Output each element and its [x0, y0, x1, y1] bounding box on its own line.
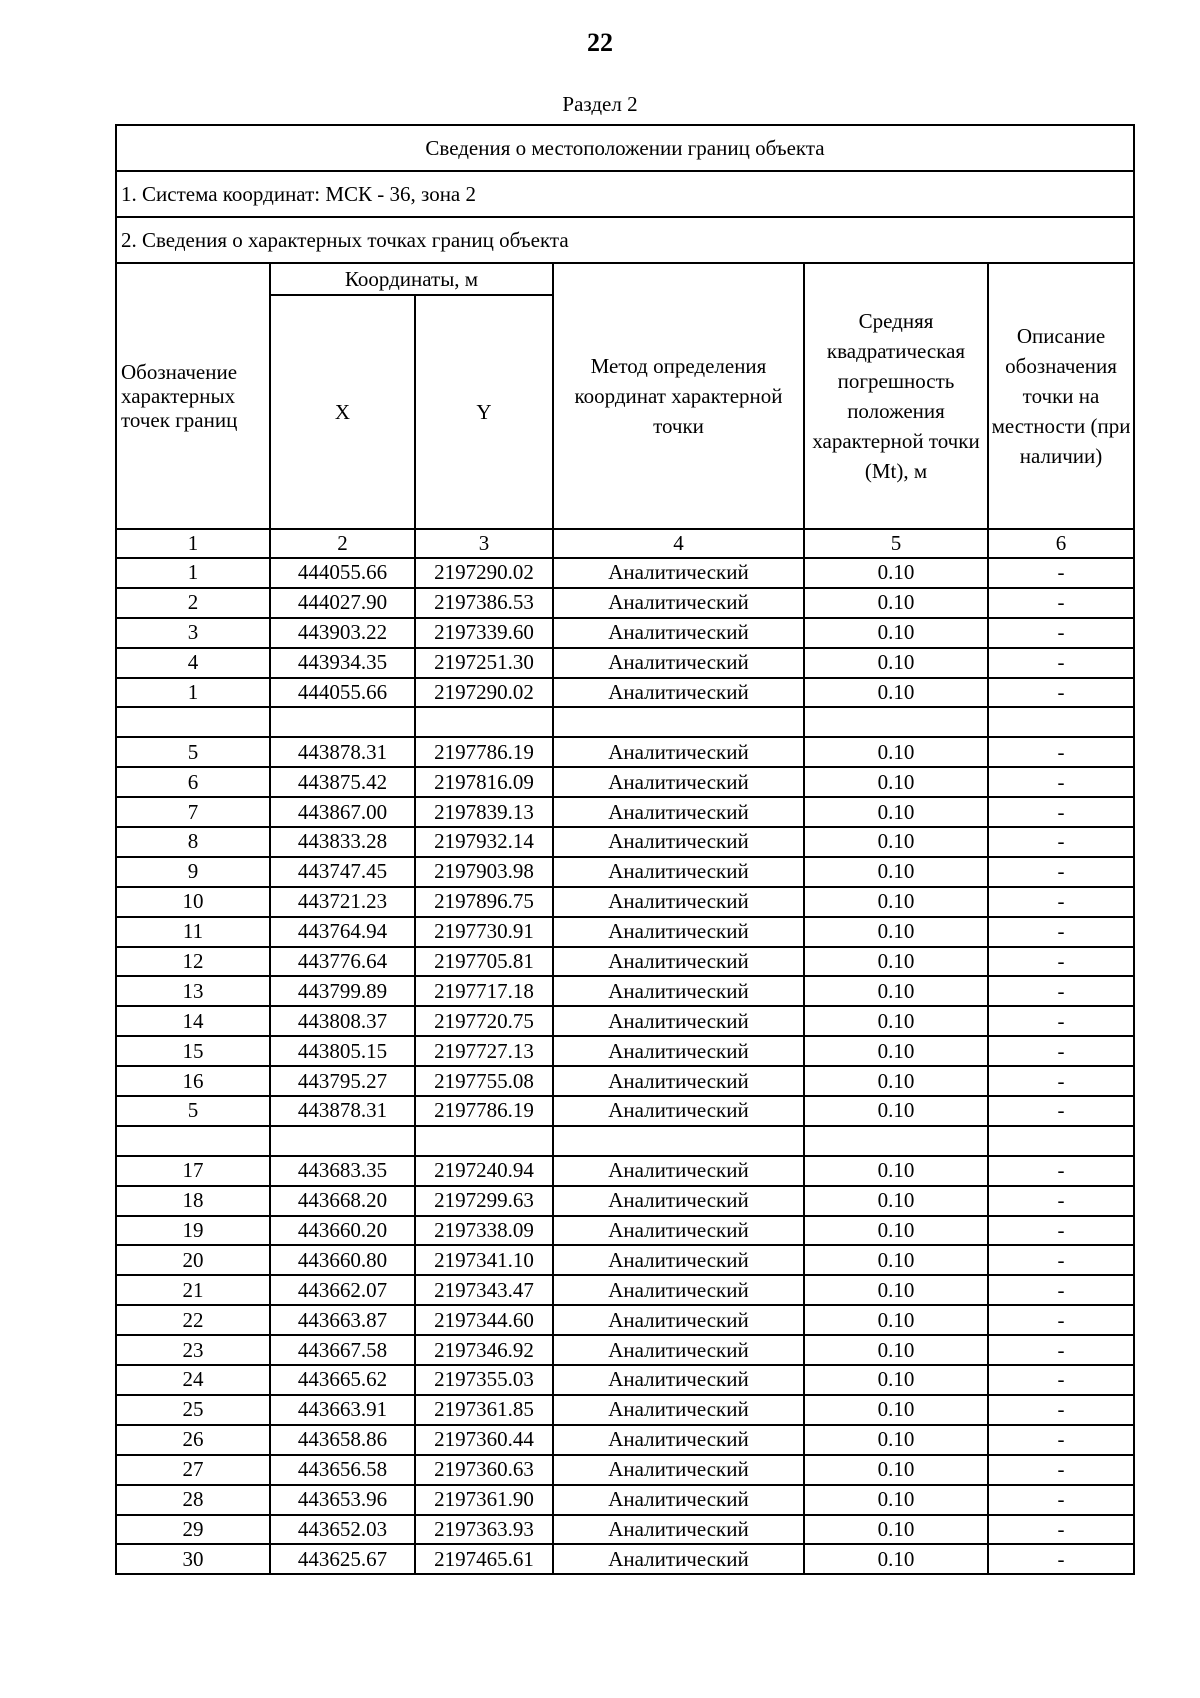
y-cell: 2197903.98 — [415, 857, 553, 887]
x-cell: 443764.94 — [270, 917, 415, 947]
error-cell: 0.10 — [804, 1305, 988, 1335]
column-number: 3 — [415, 529, 553, 558]
error-cell: 0.10 — [804, 1365, 988, 1395]
description-cell: - — [988, 1365, 1134, 1395]
error-cell: 0.10 — [804, 1156, 988, 1186]
x-cell: 443658.86 — [270, 1425, 415, 1455]
y-cell: 2197339.60 — [415, 618, 553, 648]
column-number: 5 — [804, 529, 988, 558]
description-cell: - — [988, 1275, 1134, 1305]
header-y: Y — [415, 295, 553, 529]
y-cell: 2197355.03 — [415, 1365, 553, 1395]
point-number-cell: 19 — [116, 1216, 270, 1246]
point-number-cell: 18 — [116, 1186, 270, 1216]
point-number-cell: 5 — [116, 737, 270, 767]
error-cell: 0.10 — [804, 1455, 988, 1485]
x-cell: 443683.35 — [270, 1156, 415, 1186]
error-cell: 0.10 — [804, 678, 988, 708]
method-cell: Аналитический — [553, 678, 804, 708]
table-row — [116, 947, 1134, 977]
method-cell: Аналитический — [553, 1365, 804, 1395]
header-coordinates: Координаты, м — [270, 263, 553, 295]
method-cell: Аналитический — [553, 1096, 804, 1126]
method-cell: Аналитический — [553, 797, 804, 827]
table-row — [116, 648, 1134, 678]
table-row — [116, 1096, 1134, 1126]
error-cell: 0.10 — [804, 976, 988, 1006]
y-cell: 2197361.85 — [415, 1395, 553, 1425]
point-number-cell: 12 — [116, 947, 270, 977]
table-row — [116, 887, 1134, 917]
point-number-cell: 15 — [116, 1036, 270, 1066]
error-cell: 0.10 — [804, 1006, 988, 1036]
x-cell: 444055.66 — [270, 558, 415, 588]
description-cell: - — [988, 767, 1134, 797]
x-cell: 443799.89 — [270, 976, 415, 1006]
y-cell: 2197346.92 — [415, 1335, 553, 1365]
error-cell: 0.10 — [804, 1515, 988, 1545]
y-cell: 2197839.13 — [415, 797, 553, 827]
table-row — [116, 1066, 1134, 1096]
x-cell: 443808.37 — [270, 1006, 415, 1036]
column-number-row — [116, 529, 1134, 558]
x-cell: 443867.00 — [270, 797, 415, 827]
x-cell — [270, 1126, 415, 1156]
point-number-cell: 30 — [116, 1544, 270, 1574]
table-row — [116, 1544, 1134, 1574]
y-cell: 2197730.91 — [415, 917, 553, 947]
error-cell: 0.10 — [804, 1096, 988, 1126]
x-cell: 443660.20 — [270, 1216, 415, 1246]
description-cell: - — [988, 976, 1134, 1006]
table-row — [116, 678, 1134, 708]
table-row — [116, 1515, 1134, 1545]
method-cell — [553, 1126, 804, 1156]
x-cell: 443668.20 — [270, 1186, 415, 1216]
x-cell — [270, 707, 415, 737]
description-cell: - — [988, 1096, 1134, 1126]
table-row — [116, 588, 1134, 618]
boundary-points-table — [115, 124, 1135, 1575]
table-row — [116, 1216, 1134, 1246]
y-cell: 2197386.53 — [415, 588, 553, 618]
y-cell: 2197465.61 — [415, 1544, 553, 1574]
column-number: 6 — [988, 529, 1134, 558]
y-cell: 2197727.13 — [415, 1036, 553, 1066]
y-cell: 2197363.93 — [415, 1515, 553, 1545]
x-cell: 443663.87 — [270, 1305, 415, 1335]
table-row — [116, 1156, 1134, 1186]
y-cell: 2197755.08 — [415, 1066, 553, 1096]
point-number-cell — [116, 1126, 270, 1156]
y-cell: 2197705.81 — [415, 947, 553, 977]
point-number-cell: 17 — [116, 1156, 270, 1186]
description-cell: - — [988, 827, 1134, 857]
error-cell: 0.10 — [804, 1036, 988, 1066]
description-cell: - — [988, 1245, 1134, 1275]
description-cell: - — [988, 588, 1134, 618]
description-cell: - — [988, 1485, 1134, 1515]
x-cell: 443878.31 — [270, 1096, 415, 1126]
x-cell: 443665.62 — [270, 1365, 415, 1395]
x-cell: 443795.27 — [270, 1066, 415, 1096]
error-cell: 0.10 — [804, 947, 988, 977]
x-cell: 443878.31 — [270, 737, 415, 767]
method-cell: Аналитический — [553, 1186, 804, 1216]
error-cell: 0.10 — [804, 1395, 988, 1425]
x-cell: 443660.80 — [270, 1245, 415, 1275]
description-cell: - — [988, 1066, 1134, 1096]
description-cell: - — [988, 1036, 1134, 1066]
error-cell: 0.10 — [804, 618, 988, 648]
x-cell: 443903.22 — [270, 618, 415, 648]
description-cell: - — [988, 1515, 1134, 1545]
description-cell: - — [988, 857, 1134, 887]
description-cell: - — [988, 648, 1134, 678]
method-cell: Аналитический — [553, 976, 804, 1006]
error-cell: 0.10 — [804, 1335, 988, 1365]
y-cell: 2197786.19 — [415, 737, 553, 767]
method-cell: Аналитический — [553, 1305, 804, 1335]
error-cell — [804, 707, 988, 737]
description-cell: - — [988, 917, 1134, 947]
point-number-cell: 6 — [116, 767, 270, 797]
point-number-cell: 1 — [116, 558, 270, 588]
point-number-cell: 23 — [116, 1335, 270, 1365]
x-cell: 443833.28 — [270, 827, 415, 857]
method-cell: Аналитический — [553, 947, 804, 977]
error-cell: 0.10 — [804, 737, 988, 767]
point-number-cell: 21 — [116, 1275, 270, 1305]
method-cell: Аналитический — [553, 648, 804, 678]
separator-row — [116, 707, 1134, 737]
table-row — [116, 1275, 1134, 1305]
description-cell: - — [988, 887, 1134, 917]
point-number-cell: 16 — [116, 1066, 270, 1096]
description-cell: - — [988, 1544, 1134, 1574]
column-number: 1 — [116, 529, 270, 558]
y-cell: 2197717.18 — [415, 976, 553, 1006]
method-cell: Аналитический — [553, 1455, 804, 1485]
method-cell: Аналитический — [553, 1275, 804, 1305]
table-row — [116, 1335, 1134, 1365]
table-row — [116, 1305, 1134, 1335]
x-cell: 443653.96 — [270, 1485, 415, 1515]
method-cell: Аналитический — [553, 1335, 804, 1365]
method-cell: Аналитический — [553, 767, 804, 797]
method-cell: Аналитический — [553, 1515, 804, 1545]
x-cell: 443875.42 — [270, 767, 415, 797]
method-cell: Аналитический — [553, 827, 804, 857]
table-row — [116, 1455, 1134, 1485]
y-cell: 2197344.60 — [415, 1305, 553, 1335]
method-cell: Аналитический — [553, 1036, 804, 1066]
point-number-cell: 27 — [116, 1455, 270, 1485]
table-row — [116, 1395, 1134, 1425]
method-cell: Аналитический — [553, 1066, 804, 1096]
y-cell: 2197343.47 — [415, 1275, 553, 1305]
x-cell: 443747.45 — [270, 857, 415, 887]
table-row — [116, 917, 1134, 947]
x-cell: 443667.58 — [270, 1335, 415, 1365]
page-number: 22 — [587, 28, 613, 57]
x-cell: 443656.58 — [270, 1455, 415, 1485]
error-cell: 0.10 — [804, 767, 988, 797]
x-cell: 443934.35 — [270, 648, 415, 678]
point-number-cell: 4 — [116, 648, 270, 678]
header-method: Метод определения координат характерной точки — [553, 263, 804, 529]
description-cell: - — [988, 1305, 1134, 1335]
table-title: Сведения о местоположении границ объекта — [116, 125, 1134, 171]
point-number-cell: 10 — [116, 887, 270, 917]
point-number-cell: 20 — [116, 1245, 270, 1275]
table-row — [116, 976, 1134, 1006]
method-cell: Аналитический — [553, 887, 804, 917]
description-cell — [988, 1126, 1134, 1156]
header-mean-error: Средняя квадратическая погрешность положения характерной точки (Mt), м — [804, 263, 988, 529]
method-cell: Аналитический — [553, 1216, 804, 1246]
table-row — [116, 827, 1134, 857]
y-cell: 2197360.44 — [415, 1425, 553, 1455]
point-number-cell: 28 — [116, 1485, 270, 1515]
error-cell: 0.10 — [804, 648, 988, 678]
method-cell: Аналитический — [553, 1006, 804, 1036]
description-cell: - — [988, 1156, 1134, 1186]
description-cell: - — [988, 558, 1134, 588]
x-cell: 444027.90 — [270, 588, 415, 618]
point-number-cell: 22 — [116, 1305, 270, 1335]
table-row — [116, 1006, 1134, 1036]
column-number: 2 — [270, 529, 415, 558]
y-cell: 2197361.90 — [415, 1485, 553, 1515]
y-cell: 2197816.09 — [415, 767, 553, 797]
error-cell: 0.10 — [804, 1186, 988, 1216]
error-cell: 0.10 — [804, 1544, 988, 1574]
table-row — [116, 857, 1134, 887]
point-number-cell: 9 — [116, 857, 270, 887]
description-cell: - — [988, 1425, 1134, 1455]
table-row — [116, 797, 1134, 827]
error-cell: 0.10 — [804, 1425, 988, 1455]
method-cell: Аналитический — [553, 1245, 804, 1275]
method-cell: Аналитический — [553, 558, 804, 588]
table-row — [116, 737, 1134, 767]
table-row — [116, 1365, 1134, 1395]
x-cell: 443721.23 — [270, 887, 415, 917]
y-cell: 2197338.09 — [415, 1216, 553, 1246]
method-cell: Аналитический — [553, 1544, 804, 1574]
point-number-cell: 3 — [116, 618, 270, 648]
table-row — [116, 1485, 1134, 1515]
point-number-cell — [116, 707, 270, 737]
method-cell — [553, 707, 804, 737]
x-cell: 443652.03 — [270, 1515, 415, 1545]
section-label: Раздел 2 — [562, 92, 638, 116]
error-cell: 0.10 — [804, 797, 988, 827]
method-cell: Аналитический — [553, 618, 804, 648]
description-cell: - — [988, 797, 1134, 827]
method-cell: Аналитический — [553, 1485, 804, 1515]
header-x: X — [270, 295, 415, 529]
y-cell: 2197290.02 — [415, 558, 553, 588]
point-number-cell: 13 — [116, 976, 270, 1006]
description-cell: - — [988, 1186, 1134, 1216]
y-cell: 2197786.19 — [415, 1096, 553, 1126]
y-cell — [415, 707, 553, 737]
error-cell: 0.10 — [804, 1275, 988, 1305]
description-cell: - — [988, 1216, 1134, 1246]
table-row — [116, 767, 1134, 797]
description-cell — [988, 707, 1134, 737]
y-cell: 2197299.63 — [415, 1186, 553, 1216]
x-cell: 443662.07 — [270, 1275, 415, 1305]
x-cell: 443625.67 — [270, 1544, 415, 1574]
description-cell: - — [988, 1335, 1134, 1365]
error-cell: 0.10 — [804, 887, 988, 917]
error-cell: 0.10 — [804, 1066, 988, 1096]
method-cell: Аналитический — [553, 737, 804, 767]
method-cell: Аналитический — [553, 1395, 804, 1425]
table-row — [116, 1245, 1134, 1275]
method-cell: Аналитический — [553, 1156, 804, 1186]
point-number-cell: 2 — [116, 588, 270, 618]
table-row — [116, 1186, 1134, 1216]
error-cell: 0.10 — [804, 588, 988, 618]
separator-row — [116, 1126, 1134, 1156]
method-cell: Аналитический — [553, 857, 804, 887]
description-cell: - — [988, 678, 1134, 708]
point-number-cell: 7 — [116, 797, 270, 827]
x-cell: 444055.66 — [270, 678, 415, 708]
x-cell: 443663.91 — [270, 1395, 415, 1425]
error-cell: 0.10 — [804, 1216, 988, 1246]
y-cell: 2197932.14 — [415, 827, 553, 857]
y-cell — [415, 1126, 553, 1156]
error-cell: 0.10 — [804, 558, 988, 588]
header-description: Описание обозначения точки на местности (при наличии) — [988, 263, 1134, 529]
description-cell: - — [988, 1006, 1134, 1036]
error-cell: 0.10 — [804, 1485, 988, 1515]
table-row — [116, 618, 1134, 648]
description-cell: - — [988, 1395, 1134, 1425]
y-cell: 2197341.10 — [415, 1245, 553, 1275]
y-cell: 2197720.75 — [415, 1006, 553, 1036]
header-point-designation: Обозначение характерных точек границ — [116, 263, 270, 529]
description-cell: - — [988, 947, 1134, 977]
table-row — [116, 1425, 1134, 1455]
method-cell: Аналитический — [553, 917, 804, 947]
point-number-cell: 11 — [116, 917, 270, 947]
x-cell: 443805.15 — [270, 1036, 415, 1066]
error-cell: 0.10 — [804, 917, 988, 947]
point-number-cell: 26 — [116, 1425, 270, 1455]
point-number-cell: 1 — [116, 678, 270, 708]
point-number-cell: 25 — [116, 1395, 270, 1425]
y-cell: 2197896.75 — [415, 887, 553, 917]
method-cell: Аналитический — [553, 1425, 804, 1455]
coordinate-system: 1. Система координат: МСК - 36, зона 2 — [116, 171, 1134, 217]
point-number-cell: 14 — [116, 1006, 270, 1036]
y-cell: 2197240.94 — [415, 1156, 553, 1186]
error-cell: 0.10 — [804, 1245, 988, 1275]
error-cell — [804, 1126, 988, 1156]
column-number: 4 — [553, 529, 804, 558]
y-cell: 2197251.30 — [415, 648, 553, 678]
description-cell: - — [988, 737, 1134, 767]
y-cell: 2197360.63 — [415, 1455, 553, 1485]
description-cell: - — [988, 1455, 1134, 1485]
description-cell: - — [988, 618, 1134, 648]
error-cell: 0.10 — [804, 827, 988, 857]
x-cell: 443776.64 — [270, 947, 415, 977]
points-heading: 2. Сведения о характерных точках границ объекта — [116, 217, 1134, 263]
point-number-cell: 5 — [116, 1096, 270, 1126]
point-number-cell: 8 — [116, 827, 270, 857]
error-cell: 0.10 — [804, 857, 988, 887]
point-number-cell: 24 — [116, 1365, 270, 1395]
method-cell: Аналитический — [553, 588, 804, 618]
table-row — [116, 1036, 1134, 1066]
y-cell: 2197290.02 — [415, 678, 553, 708]
point-number-cell: 29 — [116, 1515, 270, 1545]
table-row — [116, 558, 1134, 588]
